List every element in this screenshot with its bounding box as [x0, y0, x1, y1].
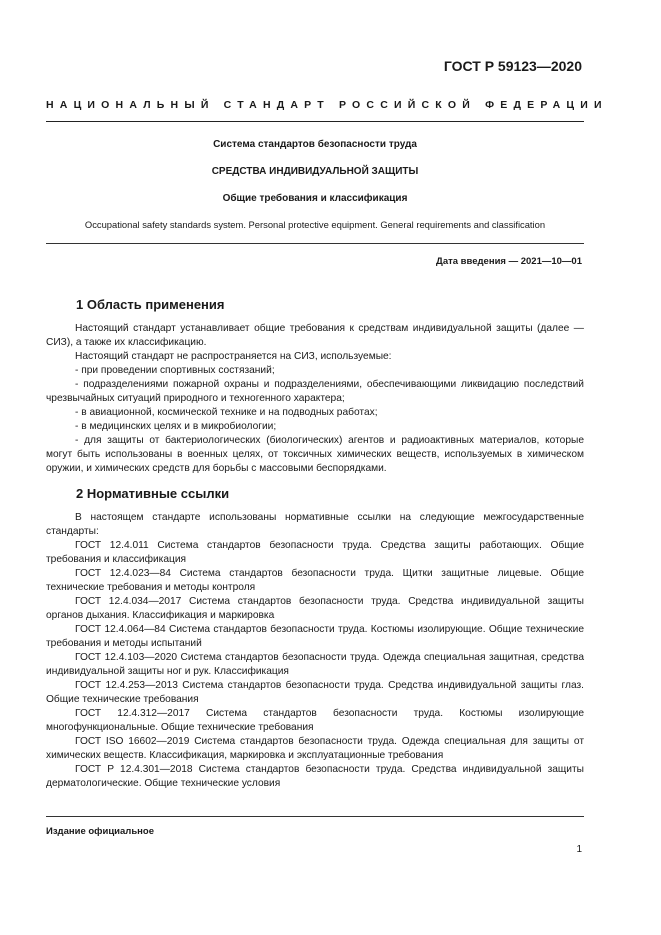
- reference-item: ГОСТ 12.4.312—2017 Система стандартов безопасности труда. Костюмы изолирующие многофункциональные. Общие технические требования: [46, 708, 584, 733]
- section-heading-scope: 1 Область применения: [76, 297, 225, 312]
- english-title: Occupational safety standards system. Personal protective equipment. General requirements and classification: [84, 219, 546, 230]
- reference-item: ГОСТ 12.4.064—84 Система стандартов безопасности труда. Костюмы изолирующие. Общие технические требования и методы испытаний: [46, 624, 584, 649]
- title-divider: [46, 243, 584, 244]
- reference-item: ГОСТ ISO 16602—2019 Система стандартов безопасности труда. Одежда специальная для защиты от химических веществ. Классификация, маркировка и эксплуатационные требования: [46, 736, 584, 761]
- list-item: - подразделениями пожарной охраны и подразделениями, обеспечивающими ликвидацию последствий чрезвычайных ситуаций природного и техногенного характера;: [46, 379, 584, 404]
- effective-date: Дата введения — 2021—10—01: [436, 256, 582, 267]
- paragraph: В настоящем стандарте использованы нормативные ссылки на следующие межгосударственные стандарты:: [46, 512, 584, 537]
- main-title: СРЕДСТВА ИНДИВИДУАЛЬНОЙ ЗАЩИТЫ: [211, 166, 419, 177]
- list-item: - в медицинских целях и в микробиологии;: [75, 421, 277, 432]
- page-number: 1: [576, 844, 582, 855]
- list-item: - в авиационной, космической технике и на подводных работах;: [75, 407, 378, 418]
- national-standard-banner: НАЦИОНАЛЬНЫЙ СТАНДАРТ РОССИЙСКОЙ ФЕДЕРАЦИИ: [46, 99, 608, 111]
- list-item: - для защиты от бактериологических (биологических) агентов и радиоактивных материалов, которые могут быть использованы в военных целях, от токсичных химических веществ, используемых в химическом оружии, и химических средств для борьбы с массовыми беспорядками.: [46, 435, 584, 474]
- section-references-body: [46, 511, 584, 791]
- reference-item: ГОСТ 12.4.023—84 Система стандартов безопасности труда. Щитки защитные лицевые. Общие технические требования и методы контроля: [46, 568, 584, 593]
- section-scope-body: [46, 322, 584, 476]
- banner-divider: [46, 121, 584, 122]
- list-item: - при проведении спортивных состязаний;: [75, 365, 275, 376]
- reference-item: ГОСТ Р 12.4.301—2018 Система стандартов безопасности труда. Средства индивидуальной защиты дерматологические. Общие технические условия: [46, 764, 584, 789]
- reference-item: ГОСТ 12.4.253—2013 Система стандартов безопасности труда. Средства индивидуальной защиты глаз. Общие технические требования: [46, 680, 584, 705]
- reference-item: ГОСТ 12.4.034—2017 Система стандартов безопасности труда. Средства индивидуальной защиты органов дыхания. Классификация и маркировка: [46, 596, 584, 621]
- standards-system-title: Система стандартов безопасности труда: [213, 139, 417, 150]
- paragraph: Настоящий стандарт устанавливает общие требования к средствам индивидуальной защиты (далее — СИЗ), а также их классификацию.: [46, 323, 584, 348]
- section-heading-references: 2 Нормативные ссылки: [76, 486, 230, 501]
- footer-divider: [46, 816, 584, 817]
- reference-item: ГОСТ 12.4.103—2020 Система стандартов безопасности труда. Одежда специальная защитная, средства индивидуальной защиты ног и рук. Классификация: [46, 652, 584, 677]
- reference-item: ГОСТ 12.4.011 Система стандартов безопасности труда. Средства защиты работающих. Общие требования и классификация: [46, 540, 584, 565]
- document-id: ГОСТ Р 59123—2020: [443, 58, 582, 74]
- subtitle: Общие требования и классификация: [222, 193, 408, 204]
- paragraph: Настоящий стандарт не распространяется на СИЗ, используемые:: [75, 351, 392, 362]
- official-edition-label: Издание официальное: [46, 826, 154, 837]
